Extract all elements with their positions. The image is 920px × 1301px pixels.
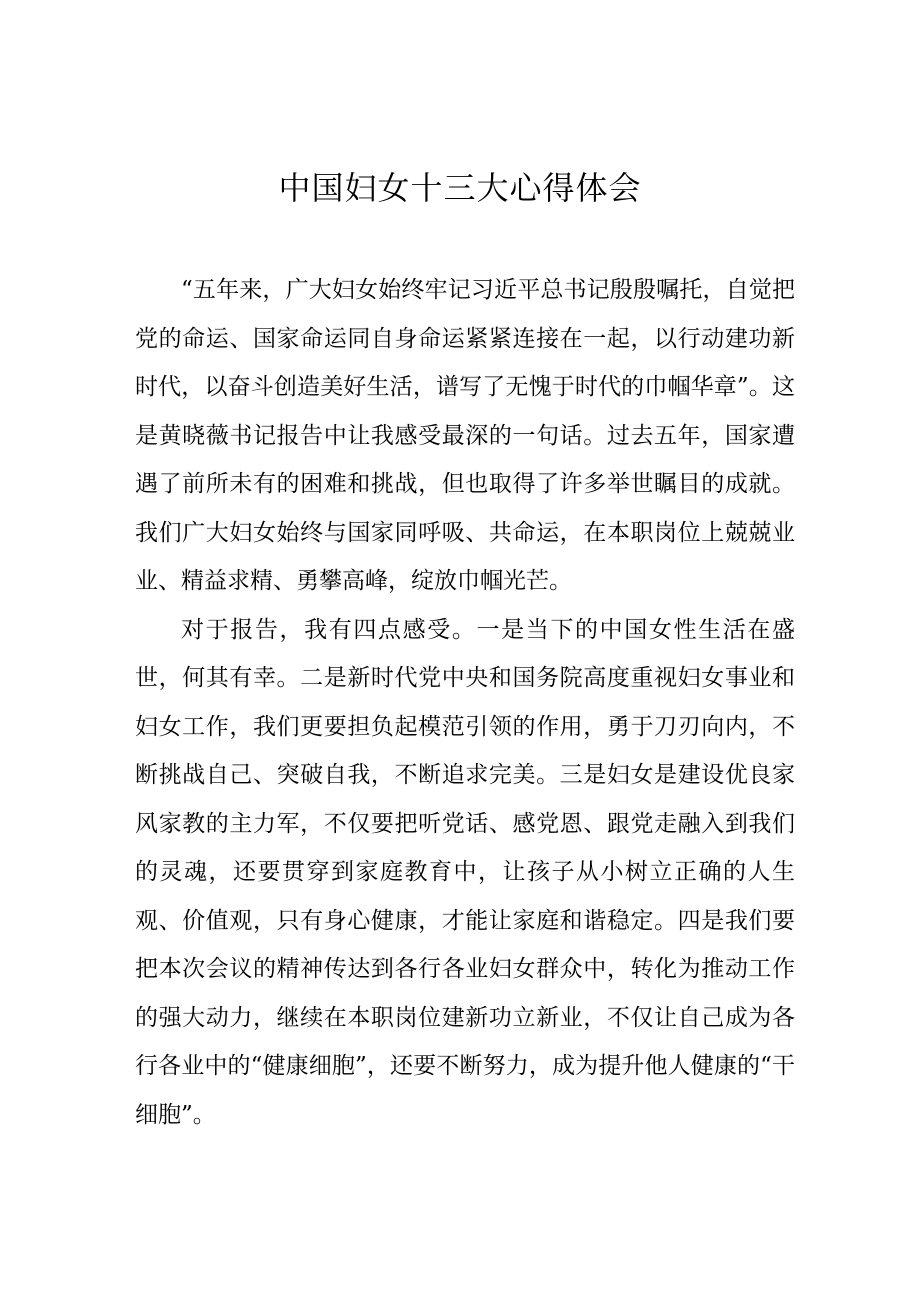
paragraph-2: 对于报告，我有四点感受。一是当下的中国女性生活在盛世，何其有幸。二是新时代党中央和国务院高度重视妇女事业和妇女工作，我们更要担负起模范引领的作用，勇于刀刃向内，不断挑战自己、突破自我，不断追求完美。三是妇女是建设优良家风家教的主力军，不仅要把听党话、感党恩、跟党走融入到我们的灵魂，还要贯穿到家庭教育中，让孩子从小树立正确的人生观、价值观，只有身心健康，才能让家庭和谐稳定。四是我们要把本次会议的精神传达到各行各业妇女群众中，转化为推动工作的强大动力，继续在本职岗位建新功立新业，不仅让自己成为各行各业中的“健康细胞”，还要不断努力，成为提升他人健康的“干细胞”。 (135, 616, 795, 1128)
document-title: 中国妇女十三大心得体会 (278, 169, 642, 207)
paragraph-1: “五年来，广大妇女始终牢记习近平总书记殷殷嘱托，自觉把党的命运、国家命运同自身命运紧紧连接在一起，以行动建功新时代，以奋斗创造美好生活，谱写了无愧于时代的巾帼华章”。这是黄晓薇书记报告中让我感受最深的一句话。过去五年，国家遭遇了前所未有的困难和挑战，但也取得了许多举世瞩目的成就。我们广大妇女始终与国家同呼吸、共命运，在本职岗位上兢兢业业、精益求精、勇攀高峰，绽放巾帼光芒。 (135, 277, 795, 594)
document-body (135, 266, 795, 1139)
